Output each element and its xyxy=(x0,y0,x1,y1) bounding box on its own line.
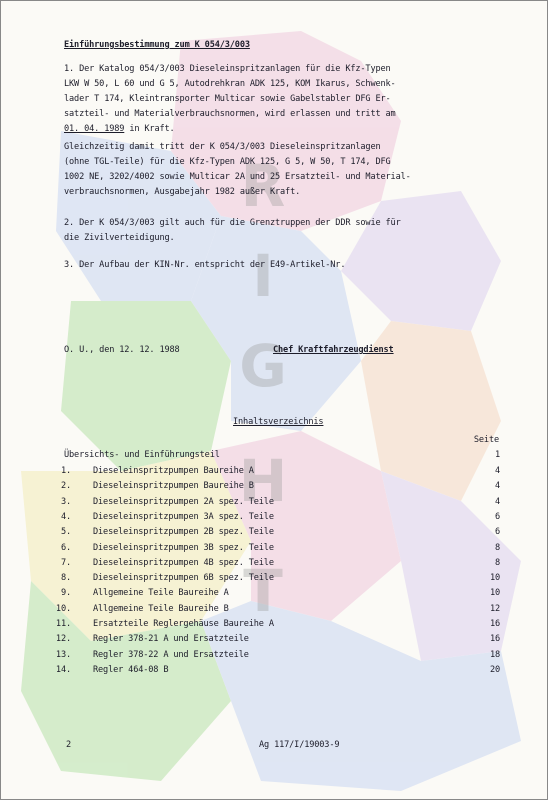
toc-row xyxy=(1,511,547,526)
toc-row xyxy=(1,603,547,618)
toc-row-label: Regler 378-21 A und Ersatzteile xyxy=(93,634,249,645)
toc-row-label: Dieseleinspritzpumpen 4B spez. Teile xyxy=(93,557,274,568)
toc-row xyxy=(1,465,547,480)
watermark-letter: G xyxy=(239,332,287,400)
page-number: 2 xyxy=(66,740,72,750)
toc-page-header: Seite xyxy=(473,435,499,445)
toc-row-number: 11. xyxy=(55,619,71,629)
paragraph-2-line: die Zivilverteidigung. xyxy=(64,233,175,243)
toc-row-number: 12. xyxy=(55,634,71,645)
toc-row-label: Dieseleinspritzpumpen 2B spez. Teile xyxy=(93,527,274,538)
toc-row-number: 9. xyxy=(60,588,71,599)
watermark-letter: R xyxy=(240,152,286,220)
toc-row-label: Dieseleinspritzpumpen Baureihe A xyxy=(93,466,254,476)
toc-row xyxy=(1,480,547,495)
toc-intro-page: 1 xyxy=(494,450,500,460)
paragraph-1b-line: Gleichzeitig damit tritt der K 054/3/003 Dieseleinspritzanlagen xyxy=(64,142,381,152)
toc-row-label: Dieseleinspritzpumpen 6B spez. Teile xyxy=(93,573,274,584)
paragraph-1b-line: verbrauchsnormen, Ausgabejahr 1982 außer Kraft. xyxy=(64,187,301,197)
toc-row-page: 20 xyxy=(489,664,500,675)
toc-row-label: Dieseleinspritzpumpen 2A spez. Teile xyxy=(93,496,274,507)
paragraph-1b-line: 1002 NE, 3202/4002 sowie Multicar 2A und 25 Ersatzteil- und Material- xyxy=(64,172,411,182)
watermark-letter: T xyxy=(243,557,283,625)
toc-row-number: 1. xyxy=(60,466,71,476)
paragraph-1-line: LKW W 50, L 60 und G 5, Autodrehkran ADK 125, KOM Ikarus, Schwenk- xyxy=(64,79,396,89)
effective-date-suffix: in Kraft. xyxy=(124,124,175,134)
toc-row-page: 4 xyxy=(494,496,500,507)
place-date: O. U., den 12. 12. 1988 xyxy=(64,345,180,355)
toc-row-number: 5. xyxy=(60,527,71,538)
toc-row-page: 18 xyxy=(489,649,500,660)
toc-row-number: 2. xyxy=(60,481,71,492)
toc-row xyxy=(1,557,547,572)
watermark-letter: I xyxy=(252,242,274,310)
paragraph-1-line: 1. Der Katalog 054/3/003 Dieseleinspritzanlagen für die Kfz-Typen xyxy=(64,64,391,74)
toc-row-page: 8 xyxy=(494,557,500,568)
paragraph-1-line: lader T 174, Kleintransporter Multicar sowie Gabelstabler DFG Er- xyxy=(64,94,391,104)
toc-row-page: 8 xyxy=(494,542,500,553)
toc-row xyxy=(1,618,547,633)
toc-row-label: Regler 378-22 A und Ersatzteile xyxy=(93,649,249,660)
toc-row xyxy=(1,587,547,602)
toc-row-page: 6 xyxy=(494,511,500,522)
toc-row xyxy=(1,633,547,648)
toc-row-page: 6 xyxy=(494,527,500,538)
toc-row-number: 6. xyxy=(60,542,71,553)
toc-row-page: 4 xyxy=(494,466,500,476)
toc-row-number: 10. xyxy=(55,603,71,614)
toc-row-number: 3. xyxy=(60,496,71,507)
toc-row-number: 4. xyxy=(60,511,71,522)
paragraph-1-last-line xyxy=(64,123,175,136)
toc-row xyxy=(1,496,547,511)
toc-row xyxy=(1,542,547,557)
toc-row xyxy=(1,649,547,664)
paragraph-1b-line: (ohne TGL-Teile) für die Kfz-Typen ADK 125, G 5, W 50, T 174, DFG xyxy=(64,157,391,167)
watermark-letter: H xyxy=(238,447,288,515)
toc-title: Inhaltsverzeichnis xyxy=(233,417,324,427)
toc-row-number: 8. xyxy=(60,573,71,584)
toc-row-label: Dieseleinspritzpumpen 3B spez. Teile xyxy=(93,542,274,553)
paragraph-1-line: satzteil- und Materialverbrauchsnormen, wird erlassen und tritt am xyxy=(64,109,396,119)
paragraph-3: 3. Der Aufbau der KIN-Nr. entspricht der E49-Artikel-Nr. xyxy=(64,260,346,270)
toc-row-page: 10 xyxy=(489,573,500,584)
map-region-west xyxy=(61,301,231,471)
map-region-northeast xyxy=(341,191,501,331)
toc-row-label: Regler 464-08 B xyxy=(93,664,169,675)
toc-row-label: Allgemeine Teile Baureihe B xyxy=(93,603,229,614)
toc-row-number: 7. xyxy=(60,557,71,568)
toc-row-label: Dieseleinspritzpumpen 3A spez. Teile xyxy=(93,511,274,522)
toc-row-page: 4 xyxy=(494,481,500,492)
toc-row-number: 13. xyxy=(55,649,71,660)
toc-intro-label: Übersichts- und Einführungsteil xyxy=(64,450,220,460)
signatory: Chef Kraftfahrzeugdienst xyxy=(273,345,394,355)
paragraph-2-line: 2. Der K 054/3/003 gilt auch für die Grenztruppen der DDR sowie für xyxy=(64,218,401,228)
toc-row-number: 14. xyxy=(55,664,71,675)
toc-row-page: 10 xyxy=(489,588,500,599)
toc-row-page: 16 xyxy=(489,634,500,645)
document-number: Ag 117/I/19003-9 xyxy=(259,740,340,750)
toc-row-page: 12 xyxy=(489,603,500,614)
toc-row-page: 16 xyxy=(489,619,500,629)
toc-row-label: Dieseleinspritzpumpen Baureihe B xyxy=(93,481,254,492)
toc-row xyxy=(1,664,547,679)
toc-row xyxy=(1,572,547,587)
toc-row-label: Allgemeine Teile Baureihe A xyxy=(93,588,229,599)
effective-date: 01. 04. 1989 xyxy=(64,124,125,134)
document-heading: Einführungsbestimmung zum K 054/3/003 xyxy=(64,40,250,50)
toc-row-label: Ersatzteile Reglergehäuse Baureihe A xyxy=(93,619,274,629)
toc-row xyxy=(1,526,547,541)
